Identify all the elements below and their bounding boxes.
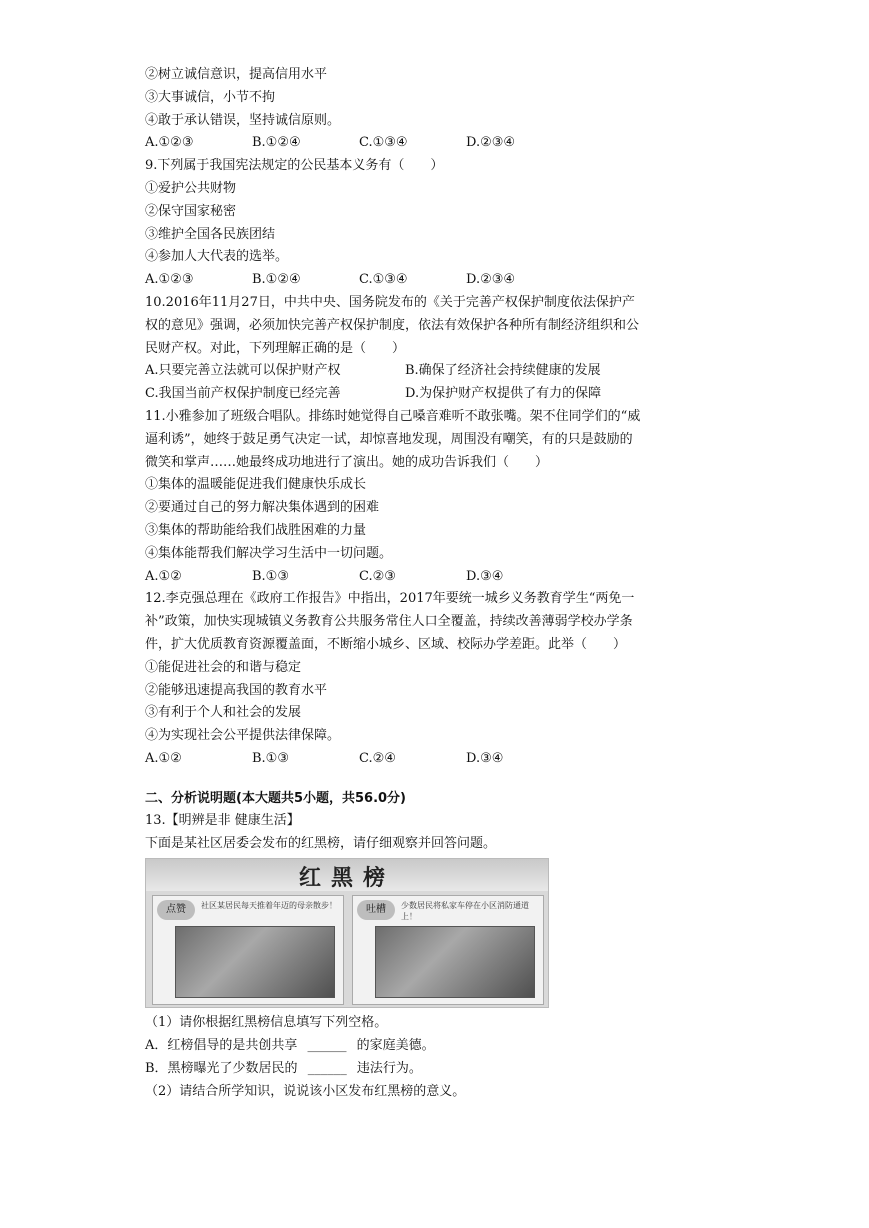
- q12-option-b[interactable]: B.①③: [252, 750, 289, 766]
- family-walk-photo: [175, 926, 335, 998]
- q12-stem-line-3: 件，扩大优质教育资源覆盖面，不断缩小城乡、区域、校际办学差距。此举（ ）: [145, 636, 627, 652]
- q10-option-c[interactable]: C.我国当前产权保护制度已经完善: [145, 386, 341, 402]
- q12-item-4: ④为实现社会公平提供法律保障。: [145, 728, 341, 744]
- complaint-panel: [352, 895, 544, 1005]
- q11-item-4: ④集体能帮我们解决学习生活中一切问题。: [145, 545, 393, 561]
- q9-item-4: ④参加人大代表的选举。: [145, 249, 289, 265]
- q12-stem-line-2: 补”政策，加快实现城镇义务教育公共服务常住人口全覆盖，持续改善薄弱学校办学条: [145, 614, 633, 630]
- q8-option-a[interactable]: A.①②③: [145, 135, 194, 151]
- q8-option-b[interactable]: B.①②④: [252, 135, 301, 151]
- q8-item-3: ③大事诚信，小节不拘: [145, 89, 276, 105]
- q9-stem: 9.下列属于我国宪法规定的公民基本义务有（ ）: [145, 158, 444, 174]
- q13-blank-b[interactable]: ______: [307, 1060, 347, 1076]
- q10-stem-line-3: 民财产权。对此，下列理解正确的是（ ）: [145, 340, 406, 356]
- q13-title: 13.【明辨是非 健康生活】: [145, 812, 300, 828]
- q8-option-d[interactable]: D.②③④: [466, 135, 516, 151]
- q8-options: [145, 132, 725, 155]
- q12-stem-line-1: 12.李克强总理在《政府工作报告》中指出，2017年要统一城乡义务教育学生“两免一: [145, 591, 635, 607]
- praise-caption: 社区某居民每天推着年迈的母亲散步！: [201, 901, 337, 911]
- q11-stem-line-1: 11.小雅参加了班级合唱队。排练时她觉得自己嗓音难听不敢张嘴。架不住同学们的“威: [145, 408, 641, 424]
- q9-option-d[interactable]: D.②③④: [466, 272, 516, 288]
- q11-item-1: ①集体的温暖能促进我们健康快乐成长: [145, 477, 367, 493]
- q13-sub-question-1: （1）请你根据红黑榜信息填写下列空格。: [145, 1015, 388, 1031]
- q11-stem-line-2: 逼利诱”，她终于鼓足勇气决定一试，却惊喜地发现，周围没有嘲笑，有的只是鼓励的: [145, 431, 633, 447]
- q11-item-3: ③集体的帮助能给我们战胜困难的力量: [145, 522, 367, 538]
- q9-options: [145, 269, 725, 292]
- q12-item-1: ①能促进社会的和谐与稳定: [145, 659, 302, 675]
- board-title: 红黑榜: [298, 866, 395, 892]
- q13-line-b: [145, 1058, 725, 1081]
- q8-option-c[interactable]: C.①③④: [359, 135, 408, 151]
- q10-option-a[interactable]: A.只要完善立法就可以保护财产权: [145, 363, 341, 379]
- q10-option-d[interactable]: D.为保护财产权提供了有力的保障: [405, 386, 602, 402]
- exam-page: [145, 64, 725, 1103]
- q9-option-c[interactable]: C.①③④: [359, 272, 408, 288]
- section-2-heading: 二、分析说明题(本大题共5小题，共56.0分): [145, 790, 407, 806]
- q13-line-b-suffix: 违法行为。: [356, 1060, 422, 1076]
- q10-options-row-1: [145, 360, 725, 383]
- q13-line-a-prefix: A．红榜倡导的是共创共享: [145, 1038, 298, 1054]
- q11-option-d[interactable]: D.③④: [466, 568, 504, 584]
- praise-panel: [152, 895, 344, 1005]
- q11-item-2: ②要通过自己的努力解决集体遇到的困难: [145, 500, 380, 516]
- q10-stem-line-2: 权的意见》强调，必须加快完善产权保护制度，依法有效保护各种所有制经济组织和公: [145, 317, 640, 333]
- q11-option-a[interactable]: A.①②: [145, 568, 182, 584]
- praise-tag: 点赞: [157, 900, 195, 920]
- q12-option-c[interactable]: C.②④: [359, 750, 396, 766]
- q12-option-a[interactable]: A.①②: [145, 750, 182, 766]
- q12-item-2: ②能够迅速提高我国的教育水平: [145, 682, 328, 698]
- complaint-caption: 少数居民将私家车停在小区消防通道上！: [401, 901, 529, 922]
- q11-option-c[interactable]: C.②③: [359, 568, 396, 584]
- q10-stem-line-1: 10.2016年11月27日，中共中央、国务院发布的《关于完善产权保护制度依法保护产: [145, 294, 635, 310]
- q12-options: [145, 748, 725, 771]
- red-black-board-image: [145, 858, 549, 1008]
- q12-option-d[interactable]: D.③④: [466, 750, 504, 766]
- q10-option-b[interactable]: B.确保了经济社会持续健康的发展: [405, 363, 601, 379]
- q13-intro: 下面是某社区居委会发布的红黑榜，请仔细观察并回答问题。: [145, 835, 497, 851]
- q10-options-row-2: [145, 383, 725, 406]
- q13-line-a: [145, 1035, 725, 1058]
- q9-item-2: ②保守国家秘密: [145, 203, 237, 219]
- q13-line-b-prefix: B．黑榜曝光了少数居民的: [145, 1060, 298, 1076]
- q11-stem-line-3: 微笑和掌声……她最终成功地进行了演出。她的成功告诉我们（ ）: [145, 454, 549, 470]
- q8-item-4: ④敢于承认错误，坚持诚信原则。: [145, 112, 341, 128]
- q12-item-3: ③有利于个人和社会的发展: [145, 705, 302, 721]
- q13-line-a-suffix: 的家庭美德。: [356, 1038, 435, 1054]
- q9-item-1: ①爱护公共财物: [145, 180, 237, 196]
- q13-sub-question-2: （2）请结合所学知识，说说该小区发布红黑榜的意义。: [145, 1083, 466, 1099]
- q13-blank-a[interactable]: ______: [307, 1038, 347, 1054]
- q8-item-2: ②树立诚信意识，提高信用水平: [145, 67, 328, 82]
- q9-option-b[interactable]: B.①②④: [252, 272, 301, 288]
- complaint-tag: 吐槽: [357, 900, 395, 920]
- q9-item-3: ③维护全国各民族团结: [145, 226, 276, 242]
- q11-option-b[interactable]: B.①③: [252, 568, 289, 584]
- q9-option-a[interactable]: A.①②③: [145, 272, 194, 288]
- q11-options: [145, 566, 725, 589]
- parked-car-photo: [375, 926, 535, 998]
